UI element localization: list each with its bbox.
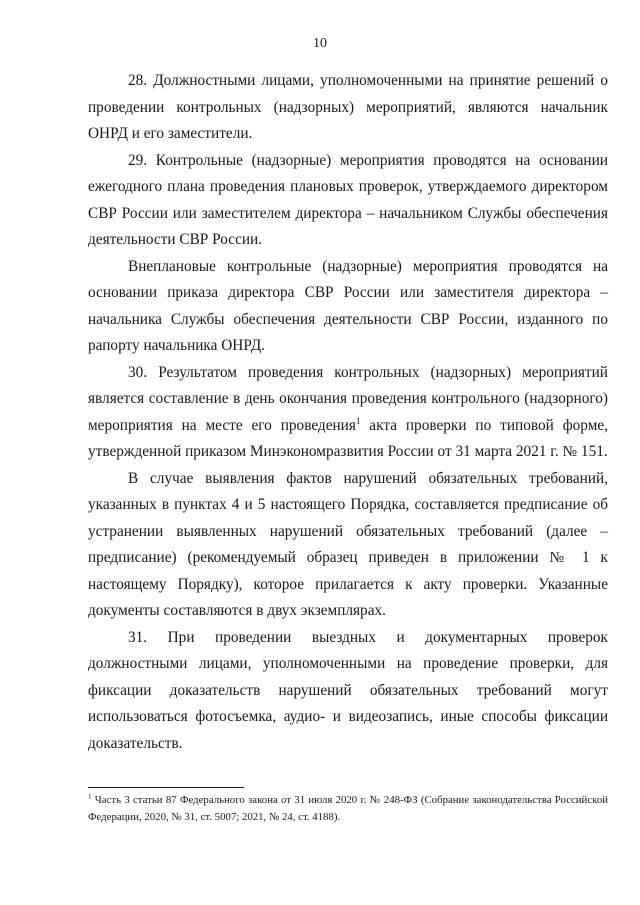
paragraph-30-text-before: 30. Результатом проведения контрольных (надзорных) мероприятий является составление в день окончания проведения контрольного (надзорного) мероприятия на месте его проведения [88, 363, 608, 434]
paragraph-30-text-after: акта проверки по типовой форме, утвержденной приказом Минэкономразвития России от 31 марта 2021 г. № 151. [88, 416, 608, 460]
paragraph-28: 28. Должностными лицами, уполномоченными на принятие решений о проведении контрольных (надзорных) мероприятий, являются начальник ОНРД и его заместители. [88, 72, 608, 142]
footnote [88, 792, 608, 826]
footnote-separator [88, 787, 244, 788]
footnote-text: Часть 3 статьи 87 Федерального закона от 31 июля 2020 г. № 248-ФЗ (Собрание законодательства Российской Федерации, 2020, № 31, ст. 5007; 2021, № 24, ст. 4188). [88, 794, 608, 823]
page-number: 10 [313, 36, 327, 51]
footnote-reference: 1 [355, 415, 361, 426]
paragraph-30-violations: В случае выявления фактов нарушений обязательных требований, указанных в пунктах 4 и 5 настоящего Порядка, составляется предписание об устранении выявленных нарушений обязательных требований (далее – предписание) (рекомендуемый образец приведен в приложении № 1 к настоящему Порядку), которое прилагается к акту проверки. Указанные документы составляются в двух экземплярах. [88, 469, 608, 619]
footnote-mark: 1 [88, 792, 92, 801]
body-text [88, 68, 608, 757]
paragraph-29: 29. Контрольные (надзорные) мероприятия проводятся на основании ежегодного плана проведения плановых проверок, утверждаемого директором СВР России или заместителем директора – начальником Службы обеспечения деятельности СВР России. [88, 151, 608, 248]
paragraph-29-unscheduled: Внеплановые контрольные (надзорные) мероприятия проводятся на основании приказа директора СВР России или заместителя директора – начальника Службы обеспечения деятельности СВР России, изданного по рапорту начальника ОНРД. [88, 257, 608, 354]
paragraph-31: 31. При проведении выездных и документарных проверок должностными лицами, уполномоченными на проведение проверки, для фиксации доказательств нарушений обязательных требований могут использоваться фотосъемка, аудио- и видеозапись, иные способы фиксации доказательств. [88, 628, 608, 752]
paragraph-30 [88, 360, 608, 466]
